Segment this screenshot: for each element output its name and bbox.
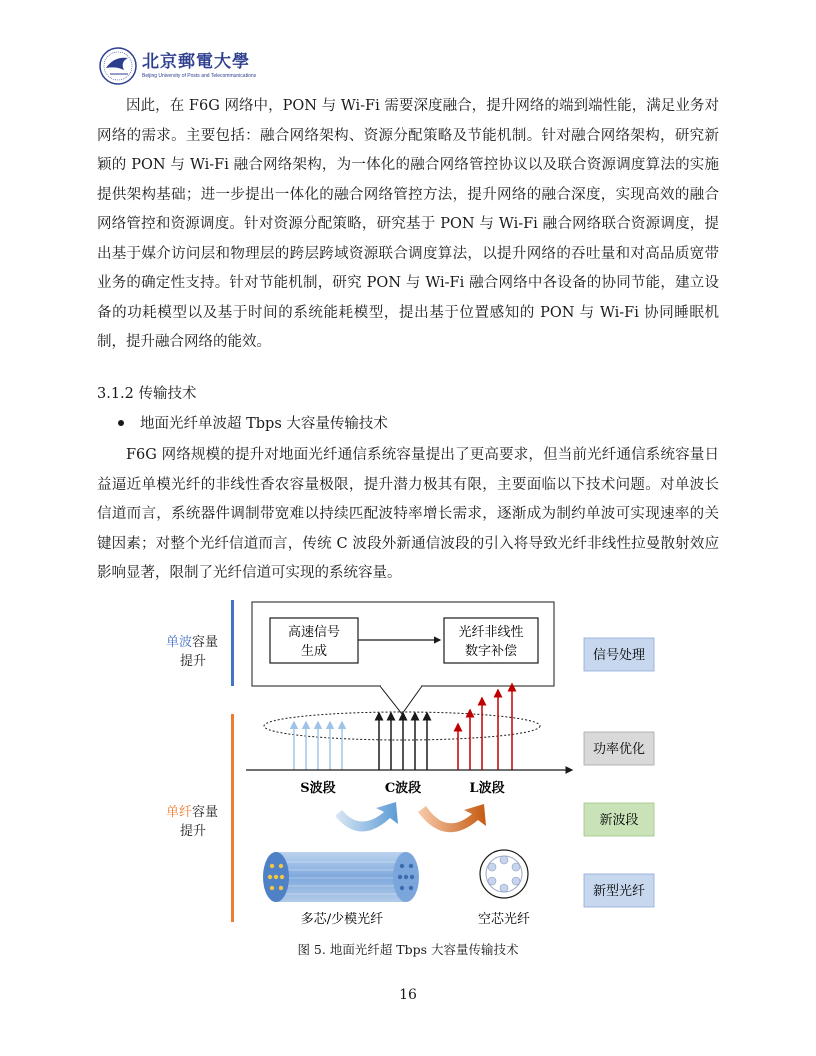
curved-arrow-c-to-l [418,804,486,832]
label-single-fiber-rest: 容量 [192,805,219,820]
c-band-arrows [379,713,427,770]
fiber2-label: 空芯光纤 [477,912,531,927]
box2-line2: 数字补偿 [464,644,518,659]
paragraph-1-text: 因此，在 F6G 网络中，PON 与 Wi-Fi 需要深度融合，提升网络的端到端性能，满足业务对网络的需求。主要包括：融合网络架构、资源分配策略及节能机制。针对融合网络架构，研究新颖的 PON 与 Wi-Fi 融合网络架构，为一体化的融合网络管控协议以及联合资源调度算法的实施提供架构基础；进一步提出一体化的融合网络管控方法，提升网络的融合深度，实现高效的融合网络管控和资源调度。针对资源分配策略，研究基于 PON 与 Wi-Fi 融合网络联合资源调度，提出基于媒介访问层和物理层的跨层跨域资源联合调度算法，以提升网络的吞吐量和对高品质宽带业务的确定性支持。针对节能机制，研究 PON 与 Wi-Fi 融合网络中各设备的协同节能，建立设备的功耗模型以及基于时间的系统能耗模型，提出基于位置感知的 PON 与 Wi-Fi 协同睡眠机制，提升融合网络的能效。 [97,98,719,350]
label-single-wave-rest: 容量 [192,635,219,650]
band-c-label: C波段 [384,781,422,796]
right-category-boxes [584,638,654,907]
label-single-fiber-line2: 提升 [180,824,207,839]
box2-line1: 光纤非线性 [458,625,524,640]
label-single-fiber-hl: 单纤 [166,805,193,820]
section-heading: 3.1.2 传输技术 [97,386,197,402]
label-single-wave-line2: 提升 [180,654,207,669]
logo-english-name: Beijing University of Posts and Telecommunications [142,72,257,79]
power-optimization-label: 功率优化 [592,742,646,757]
label-single-wave-hl: 单波 [166,635,193,650]
multicore-fiber-icon [263,852,419,902]
s-band-arrows [294,722,342,770]
fiber1-label: 多芯/少模光纤 [300,912,384,927]
page-number: 16 [399,987,417,1003]
callout-pointer [380,686,422,714]
body-paragraph-1 [97,92,719,358]
bupt-emblem-icon [98,46,138,86]
label-single-wave [166,634,218,650]
bullet-icon [118,420,124,426]
bullet-heading [118,412,388,433]
box1-line1: 高速信号 [287,625,341,640]
transmission-tech-figure [160,598,660,934]
bullet-heading-text: 地面光纤单波超 Tbps 大容量传输技术 [140,416,388,432]
paragraph-2-text: F6G 网络规模的提升对地面光纤通信系统容量提出了更高要求，但当前光纤通信系统容量日益逼近单模光纤的非线性香农容量极限，提升潜力极其有限，主要面临以下技术问题。对单波长信道而言，系统器件调制带宽难以持续匹配波特率增长需求，逐渐成为制约单波可实现速率的关键因素；对整个光纤信道而言，传统 C 波段外新通信波段的引入将导致光纤非线性拉曼散射效应影响显著，限制了光纤信道可实现的系统容量。 [97,447,719,581]
blue-bracket-bar [231,600,234,686]
new-fiber-label: 新型光纤 [592,884,646,899]
body-paragraph-2 [97,441,719,589]
signal-processing-label: 信号处理 [592,648,646,663]
logo-chinese-name: 北京郵電大學 [142,51,250,72]
new-band-label: 新波段 [599,813,639,828]
figure-caption: 图 5. 地面光纤超 Tbps 大容量传输技术 [297,942,519,957]
band-s-label: S波段 [300,781,336,796]
hollow-core-fiber-icon [480,850,528,898]
box1-line2: 生成 [300,644,328,659]
callout-mask [381,684,421,687]
label-single-fiber [166,805,218,820]
curved-arrow-c-to-s [335,802,398,832]
l-band-arrows [458,684,512,770]
university-logo [98,44,256,88]
band-l-label: L波段 [469,781,505,796]
orange-bracket-bar [231,714,234,922]
